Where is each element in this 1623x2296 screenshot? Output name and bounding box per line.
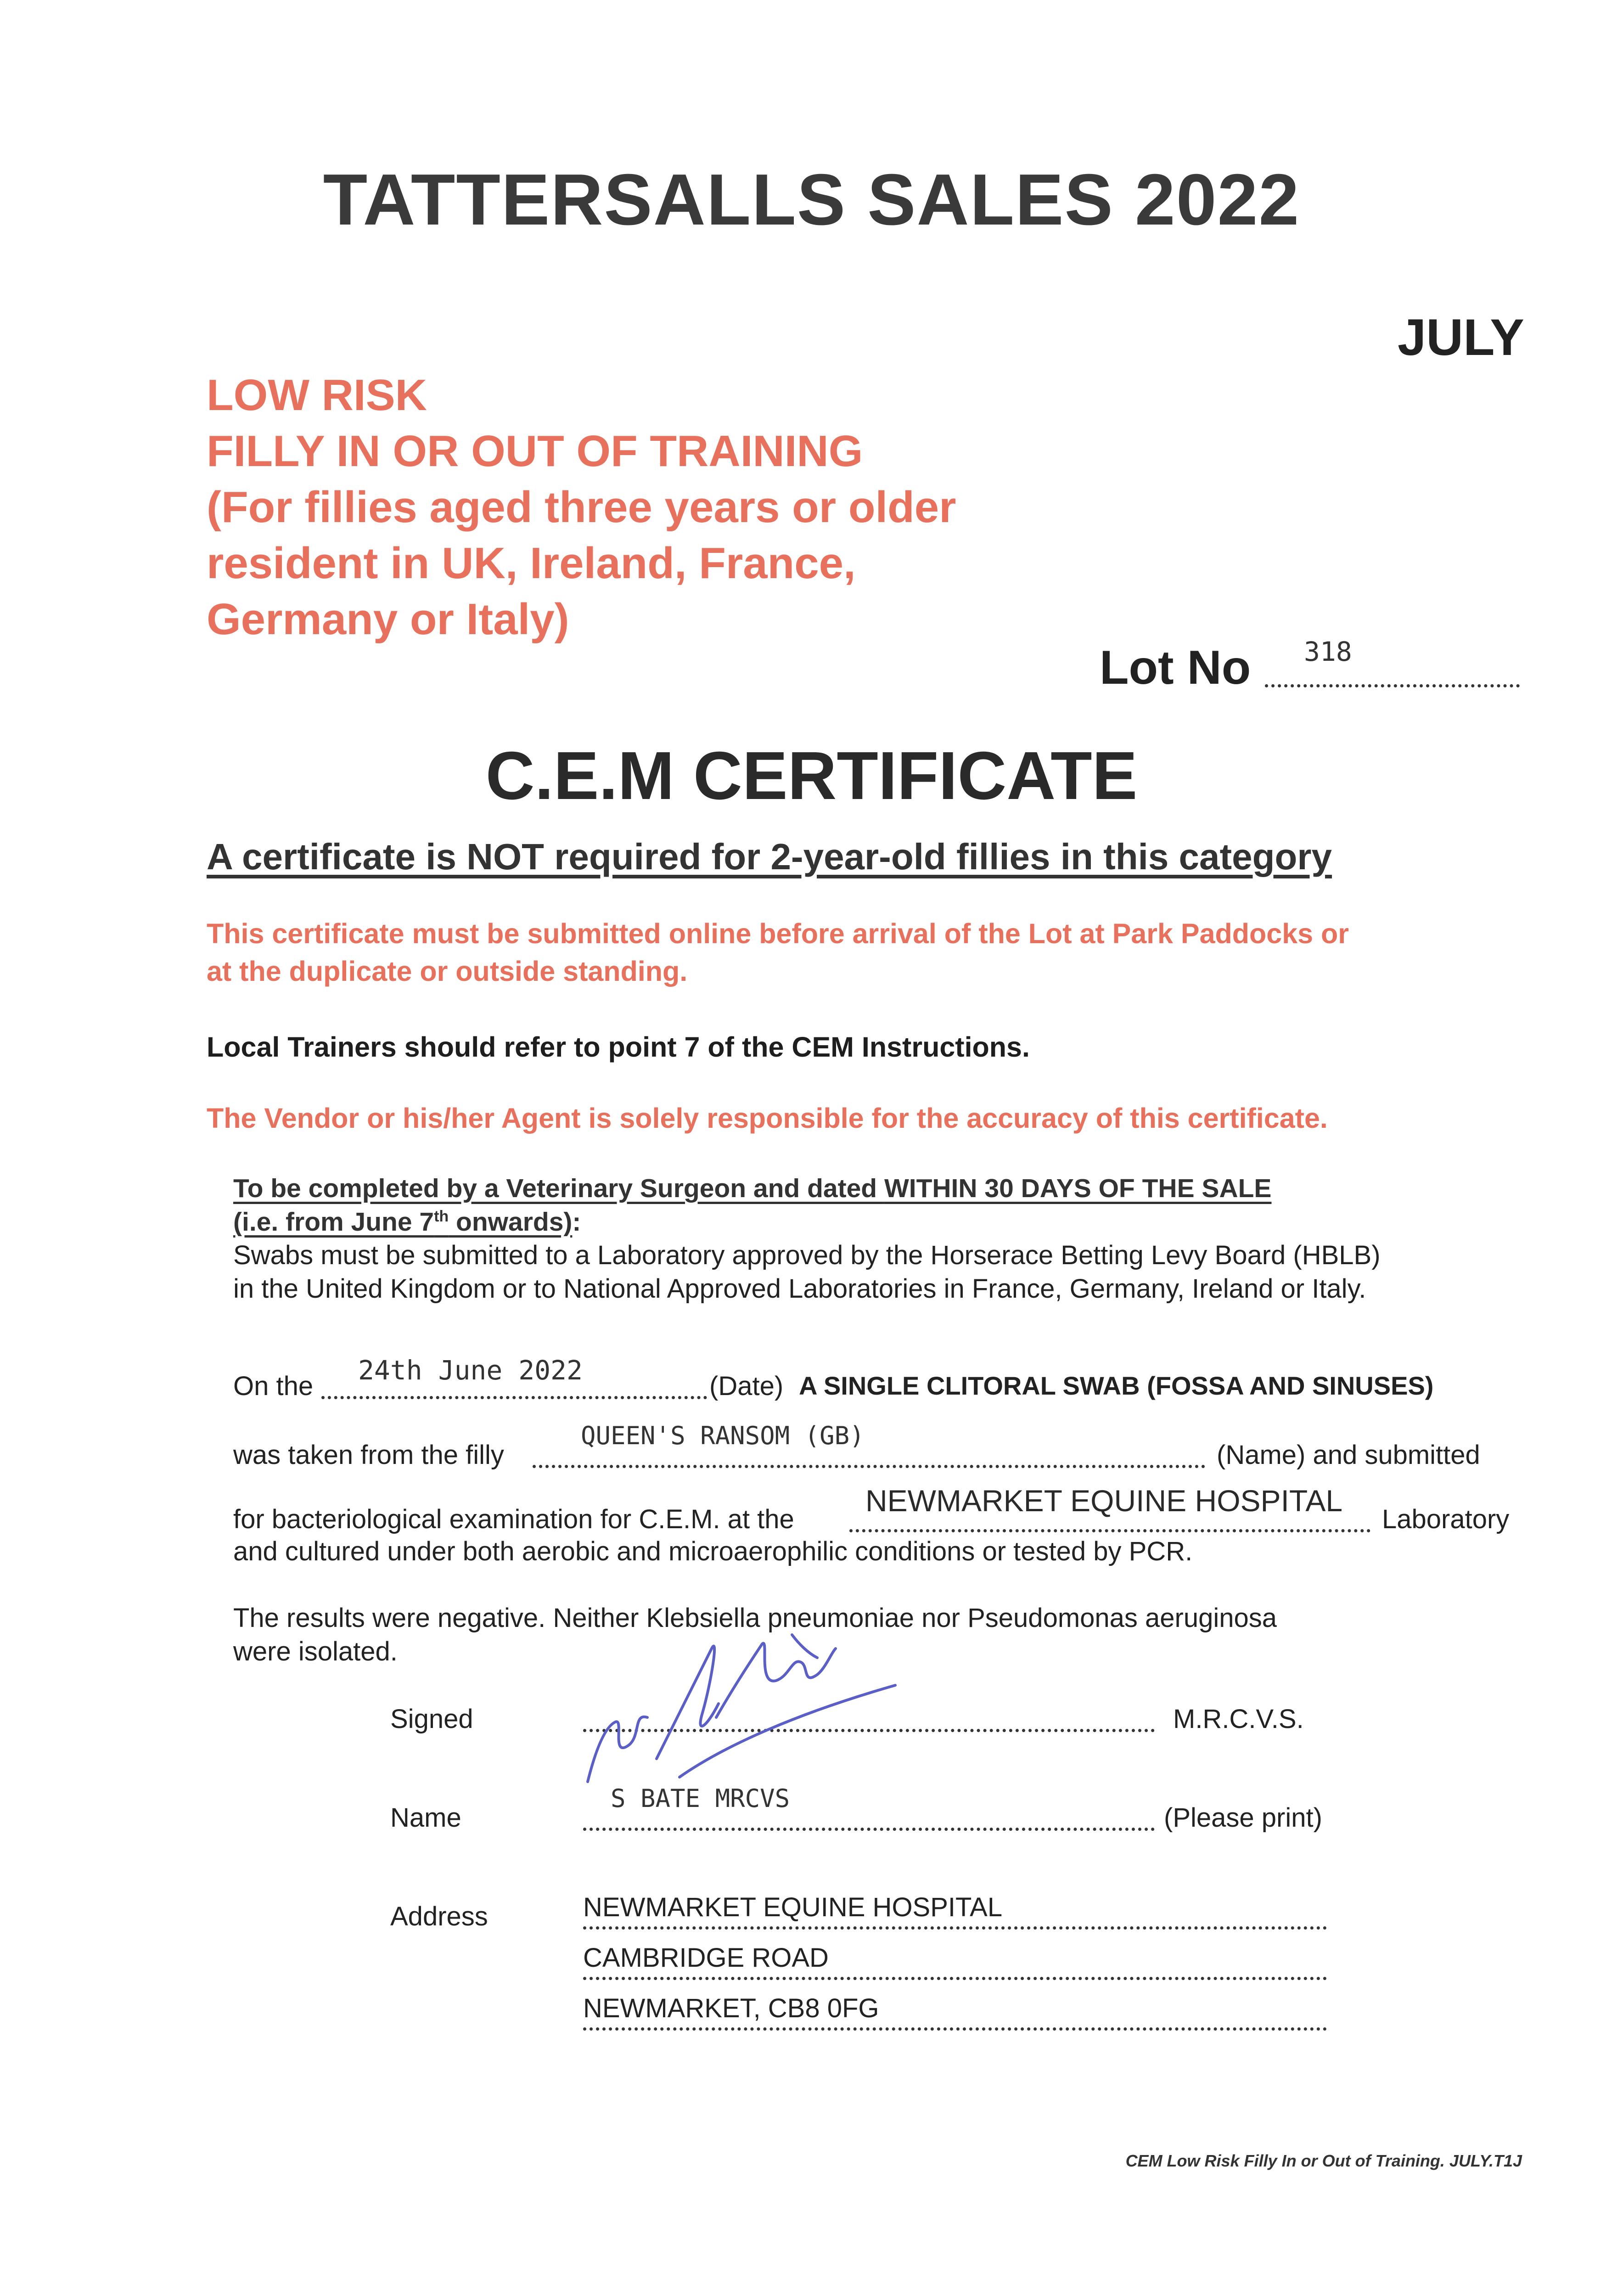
please-print-label: (Please print) xyxy=(1164,1803,1322,1833)
results-line1: The results were negative. Neither Klebsiella pneumoniae nor Pseudomonas aeruginosa xyxy=(233,1603,1277,1633)
heading-colon: : xyxy=(572,1207,581,1237)
submit-note-line2: at the duplicate or outside standing. xyxy=(207,956,688,987)
mrcvs-label: M.R.C.V.S. xyxy=(1173,1704,1304,1734)
address-line: NEWMARKET EQUINE HOSPITAL xyxy=(583,1892,1003,1922)
results-line2: were isolated. xyxy=(233,1637,398,1666)
date-label: (Date) xyxy=(709,1371,784,1401)
cultured-text: and cultured under both aerobic and microaerophilic conditions or tested by PCR. xyxy=(233,1536,1193,1566)
filly-name-value: QUEEN'S RANSOM (GB) xyxy=(581,1421,865,1450)
date-value: 24th June 2022 xyxy=(358,1355,583,1386)
instructions-heading-line1 xyxy=(233,1173,1271,1204)
category-line: FILLY IN OR OUT OF TRAINING xyxy=(207,427,863,476)
lot-number: 318 xyxy=(1304,636,1352,667)
category-line: Germany or Italy) xyxy=(207,595,569,644)
name-submitted-label: (Name) and submitted xyxy=(1217,1440,1480,1470)
local-trainers-note: Local Trainers should refer to point 7 of the CEM Instructions. xyxy=(207,1031,1030,1063)
heading-part: (i.e. from June 7 xyxy=(233,1207,434,1237)
heading-superscript: th xyxy=(434,1208,449,1225)
name-dots xyxy=(583,1828,1155,1831)
address-line: CAMBRIDGE ROAD xyxy=(583,1943,829,1973)
date-field-dots xyxy=(321,1396,707,1399)
filly-name-dots xyxy=(533,1465,1205,1468)
signed-label: Signed xyxy=(390,1704,473,1734)
exam-label: for bacteriological examination for C.E.M. at the xyxy=(233,1504,794,1534)
heading-part: To be completed by a Veterinary Surgeon and dated xyxy=(233,1174,884,1203)
laboratory-value: NEWMARKET EQUINE HOSPITAL xyxy=(865,1484,1343,1518)
laboratory-label: Laboratory xyxy=(1382,1504,1510,1534)
address-label: Address xyxy=(390,1902,488,1931)
address-dots-1 xyxy=(583,1926,1327,1930)
name-label: Name xyxy=(390,1803,461,1833)
taken-from-label: was taken from the filly xyxy=(233,1440,504,1470)
laboratory-dots xyxy=(849,1529,1370,1532)
vet-name-value: S BATE MRCVS xyxy=(611,1784,790,1813)
address-line: NEWMARKET, CB8 0FG xyxy=(583,1993,879,2023)
lot-dots xyxy=(1265,684,1520,687)
footer-reference: CEM Low Risk Filly In or Out of Training. JULY.T1J xyxy=(1125,2151,1522,2170)
swab-instructions-line1: Swabs must be submitted to a Laboratory approved by the Horserace Betting Levy Board (HBLB) xyxy=(233,1240,1381,1270)
category-block xyxy=(207,367,956,647)
swab-description: A SINGLE CLITORAL SWAB (FOSSA AND SINUSES) xyxy=(799,1371,1434,1400)
page-title: TATTERSALLS SALES 2022 xyxy=(323,159,1300,240)
address-dots-3 xyxy=(583,2027,1327,2031)
address-dots-2 xyxy=(583,1977,1327,1980)
on-the-label: On the xyxy=(233,1371,314,1401)
heading-part: onwards) xyxy=(449,1207,573,1237)
lot-label: Lot No xyxy=(1100,641,1251,694)
sale-month: JULY xyxy=(1397,309,1524,366)
swab-instructions-line2: in the United Kingdom or to National Approved Laboratories in France, Germany, Ireland or Italy. xyxy=(233,1274,1366,1304)
category-line: resident in UK, Ireland, France, xyxy=(207,539,856,588)
category-line: LOW RISK xyxy=(207,371,427,420)
not-required-note: A certificate is NOT required for 2-year-old fillies in this category xyxy=(207,836,1332,877)
category-line: (For fillies aged three years or older xyxy=(207,483,956,532)
signature-scribble xyxy=(560,1607,927,1800)
heading-emphasis: WITHIN 30 DAYS OF THE SALE xyxy=(884,1174,1272,1203)
instructions-heading-line2 xyxy=(233,1207,581,1237)
vendor-note: The Vendor or his/her Agent is solely responsible for the accuracy of this certificate. xyxy=(207,1103,1328,1134)
certificate-title: C.E.M CERTIFICATE xyxy=(485,738,1138,814)
submit-note-line1: This certificate must be submitted online before arrival of the Lot at Park Paddocks or xyxy=(207,918,1349,949)
